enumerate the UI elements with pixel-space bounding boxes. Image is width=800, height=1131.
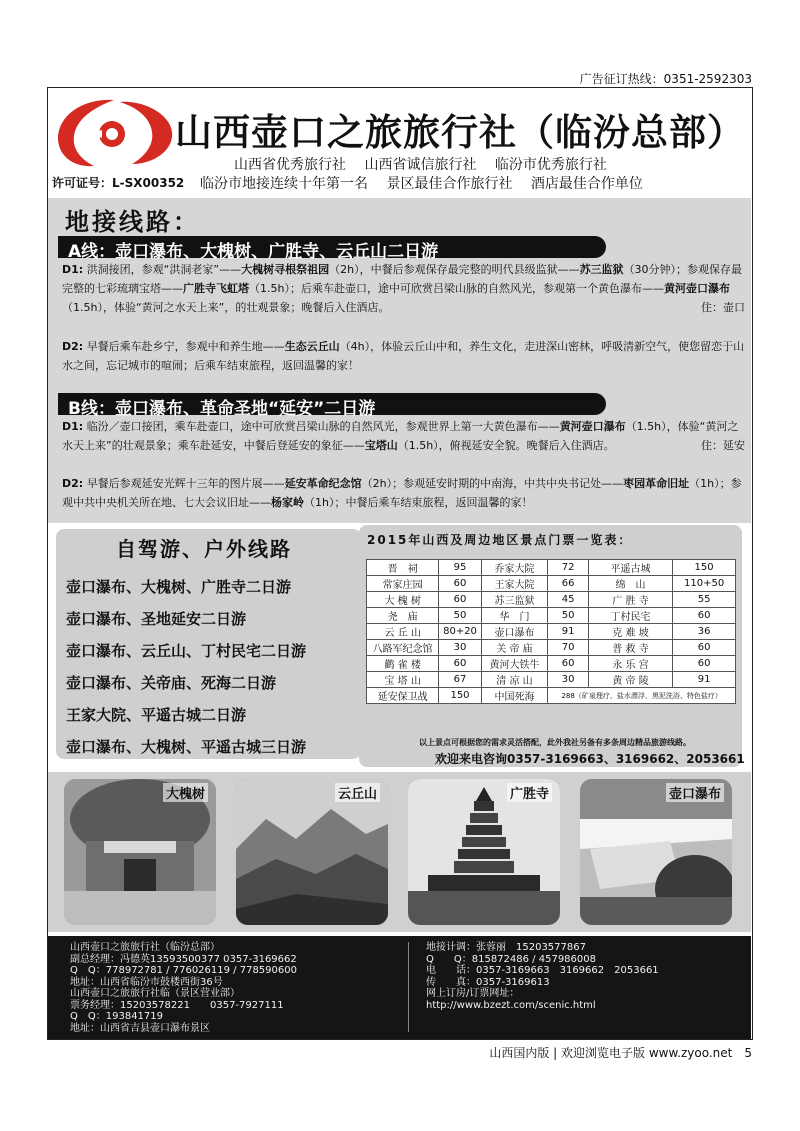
table-cell: 八路军纪念馆 xyxy=(367,640,439,656)
table-cell: 华 门 xyxy=(481,608,548,624)
page-footer-line: 山西国内版 | 欢迎浏览电子版 www.zyoo.net 5 xyxy=(489,1046,752,1060)
list-item: 壶口瀑布、圣地延安二日游 xyxy=(66,610,247,628)
table-cell: 尧 庙 xyxy=(367,608,439,624)
table-cell: 110+50 xyxy=(673,576,736,592)
footer-divider xyxy=(408,942,409,1032)
table-cell: 66 xyxy=(548,576,589,592)
table-cell: 60 xyxy=(673,608,736,624)
list-item: 壶口瀑布、大槐树、平遥古城三日游 xyxy=(66,738,307,756)
self-drive-section xyxy=(56,529,361,759)
table-cell: 云 丘 山 xyxy=(367,624,439,640)
local-routes-section xyxy=(48,198,751,523)
photo-dahuaishu xyxy=(64,779,216,925)
table-cell: 50 xyxy=(548,608,589,624)
consult-phone: 欢迎来电咨询0357-3169663、3169662、2053661 xyxy=(435,752,745,766)
table-cell: 150 xyxy=(439,688,481,704)
table-cell: 30 xyxy=(439,640,481,656)
agency-header xyxy=(48,88,751,196)
booking-url-link[interactable]: http://www.bzezt.com/scenic.html xyxy=(426,999,596,1011)
table-cell: 乔家大院 xyxy=(481,560,548,576)
table-cell: 288（矿泉理疗、盐水漂浮、黑泥洗浴、特色盐疗） xyxy=(548,688,736,704)
table-cell: 苏三监狱 xyxy=(481,592,548,608)
photo-yunqiushan xyxy=(236,779,388,925)
table-cell: 清 凉 山 xyxy=(481,672,548,688)
table-cell: 克 难 坡 xyxy=(588,624,672,640)
route-b-title: B线：壶口瀑布、革命圣地“延安”二日游 xyxy=(58,393,606,415)
route-a-day2: D2: 早餐后乘车赴乡宁，参观中和养生地——生态云丘山（4h），体验云丘山中和，养生文化，走进深山密林，呼吸清新空气，使您留恋于山水之间，忘记城市的喧闹；后乘车结束旅程，返回温馨的家！ xyxy=(62,340,745,372)
table-row xyxy=(367,576,736,592)
table-cell: 广 胜 寺 xyxy=(588,592,672,608)
routes-title: 地接线路： xyxy=(65,207,200,236)
list-item: 壶口瀑布、云丘山、丁村民宅二日游 xyxy=(66,642,307,660)
table-cell: 王家大院 xyxy=(481,576,548,592)
agency-logo-icon xyxy=(54,94,176,170)
photo-caption: 壶口瀑布 xyxy=(666,783,724,802)
table-cell: 丁村民宅 xyxy=(588,608,672,624)
table-cell: 晋 祠 xyxy=(367,560,439,576)
table-cell: 55 xyxy=(673,592,736,608)
table-row xyxy=(367,592,736,608)
self-drive-list xyxy=(66,571,306,763)
table-cell: 60 xyxy=(439,576,481,592)
table-cell: 95 xyxy=(439,560,481,576)
photo-caption: 大槐树 xyxy=(163,783,208,802)
table-cell: 延安保卫战 xyxy=(367,688,439,704)
honors-line-1: 山西省优秀旅行社 山西省诚信旅行社 临汾市优秀旅行社 xyxy=(234,157,607,173)
ticket-price-section xyxy=(359,525,745,767)
contact-right: 地接计调：张蓉丽 15203577867 Q Q：815872486 / 457986008 电 话：0357-3169663 3169662 2053661 传 真：0357-3169613 网上订房/订票网址： http://www.bzezt.com/scenic.html xyxy=(426,942,659,1011)
table-row xyxy=(367,688,736,704)
table-row xyxy=(367,560,736,576)
table-cell: 60 xyxy=(439,656,481,672)
table-cell: 60 xyxy=(673,656,736,672)
table-cell: 70 xyxy=(548,640,589,656)
route-b-day2: D2: 早餐后参观延安光辉十三年的图片展——延安革命纪念馆（2h）；参观延安时期的中南海，中共中央书记处——枣园革命旧址（1h）；参观中共中央机关所在地、七大会议旧址——杨家岭（1h）；中餐后乘车结束旅程，返回温馨的家！ xyxy=(62,477,742,509)
table-row xyxy=(367,656,736,672)
ticket-note: 以上景点可根据您的需求灵活搭配，此外我社另备有多条周边精品旅游线路。 xyxy=(419,738,691,747)
list-item: 壶口瀑布、大槐树、广胜寺二日游 xyxy=(66,578,292,596)
table-row xyxy=(367,608,736,624)
route-a-title: A线：壶口瀑布、大槐树、广胜寺、云丘山二日游 xyxy=(58,236,606,258)
table-cell: 鹳 雀 楼 xyxy=(367,656,439,672)
table-cell: 50 xyxy=(439,608,481,624)
photo-caption: 广胜寺 xyxy=(507,783,552,802)
table-cell: 80+20 xyxy=(439,624,481,640)
table-cell: 关 帝 庙 xyxy=(481,640,548,656)
list-item: 壶口瀑布、关帝庙、死海二日游 xyxy=(66,674,277,692)
agency-title: 山西壶口之旅旅行社（临汾总部） xyxy=(175,110,745,154)
photo-strip xyxy=(48,772,751,932)
table-cell: 绵 山 xyxy=(588,576,672,592)
table-cell: 大 槐 树 xyxy=(367,592,439,608)
route-a-stay: 住：壶口 xyxy=(701,301,745,314)
honors-line-2: 临汾市地接连续十年第一名 景区最佳合作旅行社 酒店最佳合作单位 xyxy=(200,176,643,192)
table-cell: 平遥古城 xyxy=(588,560,672,576)
ticket-table xyxy=(366,559,736,704)
table-cell: 60 xyxy=(548,656,589,672)
table-cell: 36 xyxy=(673,624,736,640)
table-cell: 中国死海 xyxy=(481,688,548,704)
self-drive-title: 自驾游、户外线路 xyxy=(116,537,292,561)
table-cell: 常家庄园 xyxy=(367,576,439,592)
table-row xyxy=(367,672,736,688)
table-row xyxy=(367,624,736,640)
table-cell: 30 xyxy=(548,672,589,688)
table-cell: 黄河大铁牛 xyxy=(481,656,548,672)
table-cell: 91 xyxy=(548,624,589,640)
table-cell: 91 xyxy=(673,672,736,688)
route-b-stay: 住：延安 xyxy=(701,439,745,452)
table-cell: 72 xyxy=(548,560,589,576)
page-frame xyxy=(47,87,753,1040)
route-b-day1: D1: 临汾／壶口接团，乘车赴壶口，途中可欣赏吕梁山脉的自然风光，参观世界上第一大黄色瀑布——黄河壶口瀑布（1.5h），体验“黄河之水天上来”的壮观景象；乘车赴延安，中餐后登延安的象征——宝塔山（1.5h），俯视延安全貌。晚餐后入住酒店。 住：延安 xyxy=(62,417,745,455)
photo-hukou-waterfall xyxy=(580,779,732,925)
table-cell: 普 救 寺 xyxy=(588,640,672,656)
license-number: 许可证号：L-SX00352 xyxy=(52,176,185,190)
table-cell: 60 xyxy=(439,592,481,608)
table-row xyxy=(367,640,736,656)
list-item: 王家大院、平遥古城二日游 xyxy=(66,706,247,724)
table-cell: 150 xyxy=(673,560,736,576)
table-cell: 45 xyxy=(548,592,589,608)
table-cell: 黄 帝 陵 xyxy=(588,672,672,688)
table-cell: 67 xyxy=(439,672,481,688)
ticket-table-title: 2015年山西及周边地区景点门票一览表： xyxy=(367,533,633,547)
contact-left: 山西壶口之旅旅行社（临汾总部） 副总经理：冯德英13593500377 0357-3169662 Q Q：778972781 / 776026119 / 778590600 地址：山西省临汾市鼓楼西街36号 山西壶口之旅旅行社临（景区营业部） 票务经理：15203578221 0357-7927111 Q Q：193841719 地址：山西省吉县壶口瀑布景区 xyxy=(70,942,297,1034)
contact-footer xyxy=(48,936,751,1039)
photo-caption: 云丘山 xyxy=(335,783,380,802)
ad-hotline: 广告征订热线：0351-2592303 xyxy=(579,72,752,86)
table-cell: 60 xyxy=(673,640,736,656)
photo-guangshengsi xyxy=(408,779,560,925)
table-cell: 永 乐 宫 xyxy=(588,656,672,672)
route-a-day1: D1: 洪洞接团，参观“洪洞老家”——大槐树寻根祭祖园（2h），中餐后参观保存最完整的明代县级监狱——苏三监狱（30分钟）；参观保存最完整的七彩琉璃宝塔——广胜寺飞虹塔（1.5h）；后乘车赴壶口，途中可欣赏吕梁山脉的自然风光，参观第一个黄色瀑布——黄河壶口瀑布（1.5h），体验“黄河之水天上来”，的壮观景象；晚餐后入住酒店。 住：壶口 xyxy=(62,260,745,317)
table-cell: 宝 塔 山 xyxy=(367,672,439,688)
table-cell: 壶口瀑布 xyxy=(481,624,548,640)
